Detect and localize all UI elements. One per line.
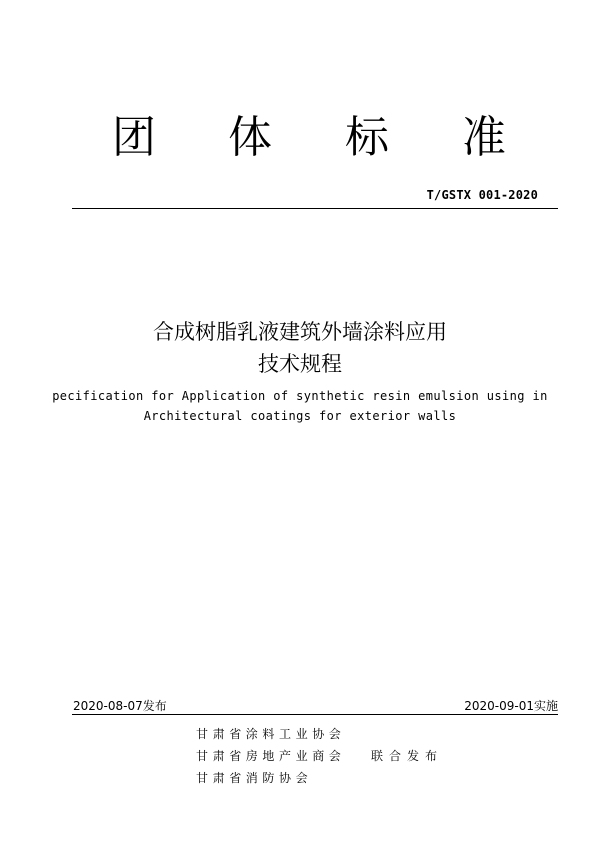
chinese-title-line-1: 合成树脂乳液建筑外墙涂料应用 bbox=[153, 320, 447, 344]
standard-number: T/GSTX 001-2020 bbox=[426, 188, 538, 202]
category-char-4: 准 bbox=[462, 112, 506, 163]
publish-date: 2020-08-07发布 bbox=[73, 699, 167, 713]
chinese-title-line-2: 技术规程 bbox=[258, 352, 342, 376]
issuer-2: 甘肃省房地产业商会 bbox=[196, 749, 346, 763]
english-title-line-2: Architectural coatings for exterior walls bbox=[143, 409, 457, 423]
bottom-divider bbox=[72, 714, 558, 715]
issuer-3: 甘肃省消防协会 bbox=[196, 771, 313, 785]
category-char-1: 团 bbox=[112, 112, 156, 163]
english-title bbox=[0, 386, 600, 426]
implement-date: 2020-09-01实施 bbox=[464, 699, 558, 713]
category-char-2: 体 bbox=[228, 112, 272, 163]
issuing-organizations bbox=[196, 723, 345, 789]
top-divider bbox=[72, 208, 558, 209]
category-char-3: 标 bbox=[345, 112, 389, 163]
document-category-heading bbox=[0, 110, 600, 170]
english-title-line-1: pecification for Application of synthetic resin emulsion using in bbox=[52, 389, 548, 403]
chinese-title bbox=[0, 316, 600, 380]
issuer-1: 甘肃省涂料工业协会 bbox=[196, 727, 346, 741]
joint-publish-label: 联合发布 bbox=[371, 749, 444, 763]
